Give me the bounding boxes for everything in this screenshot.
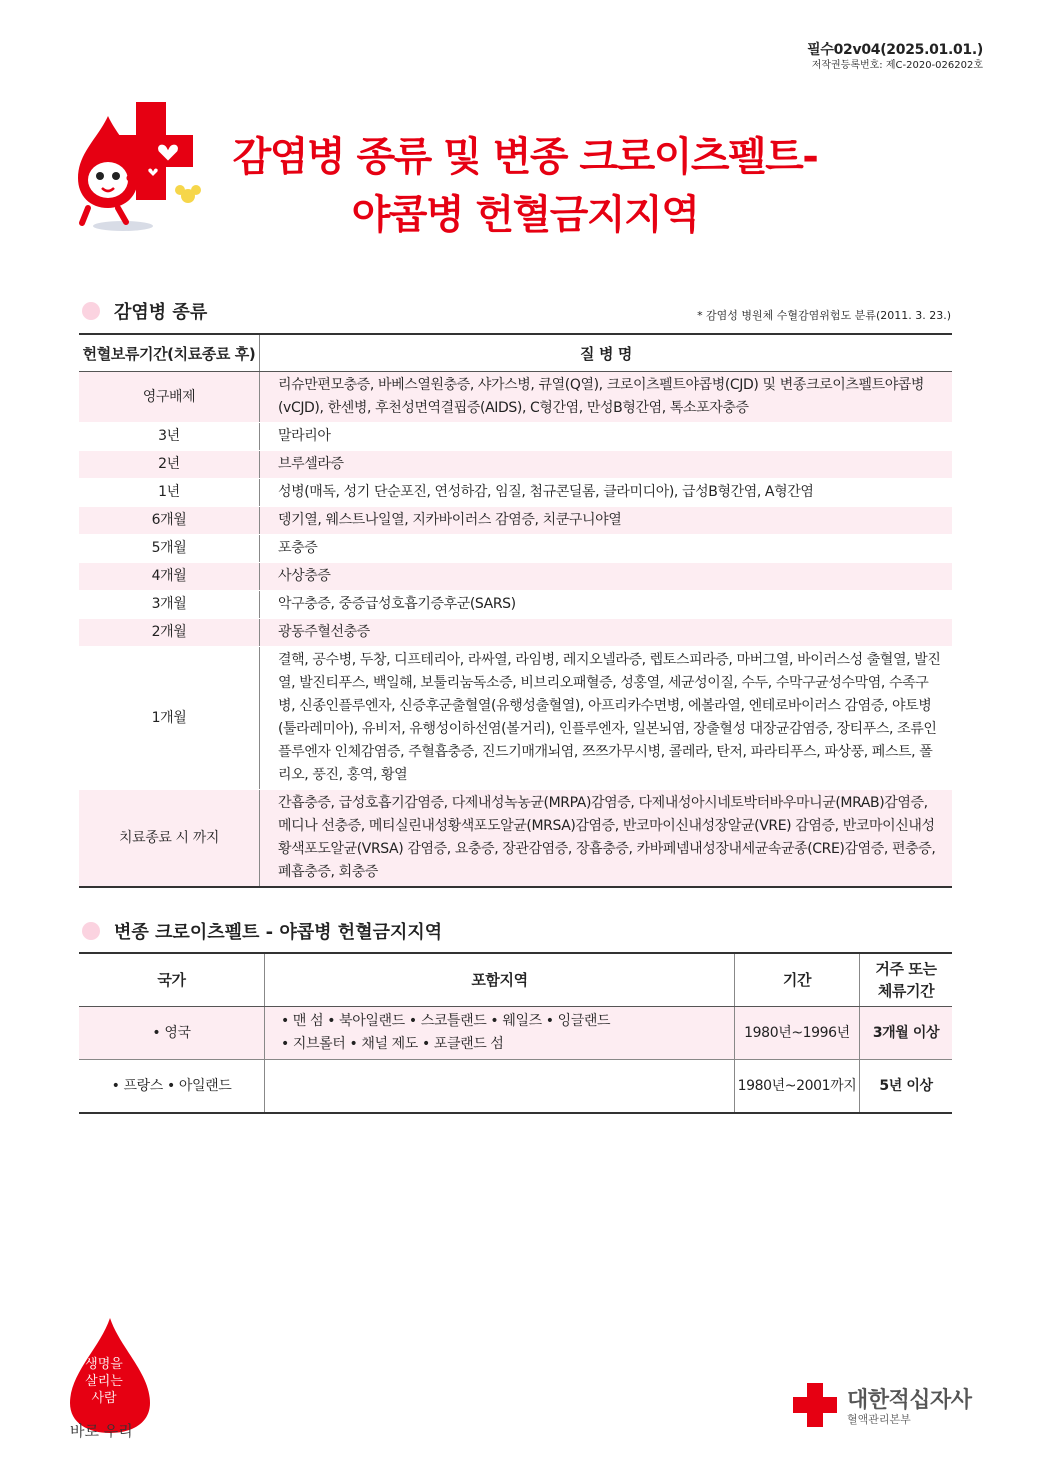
country-cell: • 영국	[79, 1007, 265, 1060]
period-cell: 치료종료 시 까지	[79, 790, 260, 888]
title-line-2: 야콥병 헌혈금지지역	[351, 192, 699, 238]
region-cell	[265, 1060, 735, 1114]
classification-note: * 감염성 병원체 수혈감염위험도 분류(2011. 3. 23.)	[697, 309, 951, 322]
header-country: 국가	[79, 953, 265, 1007]
vcjd-region-table	[79, 952, 952, 1114]
form-code: 필수02v04(2025.01.01.)	[807, 42, 983, 58]
section-title-vcjd-regions: 변종 크로이츠펠트 - 야콥병 헌혈금지지역	[82, 918, 442, 944]
disease-cell: 악구충증, 중증급성호흡기증후군(SARS)	[260, 591, 953, 619]
table-row	[79, 451, 952, 479]
bullet-dot-icon	[82, 302, 100, 320]
table-row	[79, 647, 952, 790]
stay-cell: 3개월 이상	[860, 1007, 953, 1060]
period-cell: 1980년~1996년	[735, 1007, 860, 1060]
period-cell: 3개월	[79, 591, 260, 619]
copyright-registration: 저작권등록번호: 제C-2020-026202호	[811, 59, 983, 71]
title-line-1: 감염병 종류 및 변종 크로이츠펠트-	[232, 134, 818, 180]
period-cell: 1980년~2001까지	[735, 1060, 860, 1114]
period-cell: 6개월	[79, 507, 260, 535]
page-title	[200, 128, 850, 244]
disease-cell: 간흡충증, 급성호흡기감염증, 다제내성녹농균(MRPA)감염증, 다제내성아시네토박터바우마니균(MRAB)감염증, 메디나 선충증, 메티실린내성황색포도알균(MRSA)감염증, 반코마이신내성장알균(VRE) 감염증, 반코마이신내성황색포도알균(VRSA) 감염증, 요충증, 장관감염증, 장흡충증, 카바페넴내성장내세균속균종(CRE)감염증, 편충증, 폐흡충증, 회충증	[260, 790, 953, 888]
stay-cell: 5년 이상	[860, 1060, 953, 1114]
period-cell: 5개월	[79, 535, 260, 563]
disease-cell: 광동주혈선충증	[260, 619, 953, 647]
org-subname: 혈액관리본부	[847, 1413, 911, 1426]
period-cell: 4개월	[79, 563, 260, 591]
slogan-signature: 바로 우리	[70, 1422, 133, 1440]
red-cross-logo-icon	[793, 1383, 837, 1427]
period-cell: 2년	[79, 451, 260, 479]
document-code	[807, 42, 983, 72]
disease-cell: 브루셀라증	[260, 451, 953, 479]
table-row	[79, 423, 952, 451]
region-cell: • 맨 섬 • 북아일랜드 • 스코틀랜드 • 웨일즈 • 잉글랜드 • 지브롤터 • 채널 제도 • 포클랜드 섬	[265, 1007, 735, 1060]
table-row	[79, 591, 952, 619]
disease-cell: 뎅기열, 웨스트나일열, 지카바이러스 감염증, 치쿤구니야열	[260, 507, 953, 535]
period-cell: 1년	[79, 479, 260, 507]
disease-cell: 리슈만편모충증, 바베스열원충증, 샤가스병, 큐열(Q열), 크로이츠펠트야콥병(CJD) 및 변종크로이츠펠트야콥병(vCJD), 한센병, 후천성면역결핍증(AIDS), C형간염, 만성B형간염, 톡소포자충증	[260, 372, 953, 423]
period-cell: 2개월	[79, 619, 260, 647]
table-row	[79, 1007, 952, 1060]
table-row	[79, 1060, 952, 1114]
header-deferral-period: 헌혈보류기간(치료종료 후)	[79, 334, 260, 372]
country-cell: • 프랑스 • 아일랜드	[79, 1060, 265, 1114]
header-region: 포함지역	[265, 953, 735, 1007]
table-row	[79, 372, 952, 423]
blood-drop-mascot-icon	[68, 108, 208, 233]
slogan-text: 생명을 살리는 사람	[85, 1357, 123, 1406]
header-disease-name: 질 병 명	[260, 334, 953, 372]
disease-deferral-table	[79, 333, 952, 888]
disease-cell: 성병(매독, 성기 단순포진, 연성하감, 임질, 첨규콘딜롬, 클라미디아), 급성B형간염, A형간염	[260, 479, 953, 507]
table-row	[79, 790, 952, 888]
header-stay-period: 거주 또는 체류기간	[860, 953, 953, 1007]
disease-cell: 포충증	[260, 535, 953, 563]
period-cell: 1개월	[79, 647, 260, 790]
table-row	[79, 507, 952, 535]
period-cell: 영구배제	[79, 372, 260, 423]
bullet-dot-icon	[82, 922, 100, 940]
table-row	[79, 619, 952, 647]
table-header-row	[79, 953, 952, 1007]
disease-cell: 말라리아	[260, 423, 953, 451]
disease-cell: 사상충증	[260, 563, 953, 591]
disease-cell: 결핵, 공수병, 두창, 디프테리아, 라싸열, 라임병, 레지오넬라증, 렙토스피라증, 마버그열, 바이러스성 출혈열, 발진열, 발진티푸스, 백일해, 보툴리눔독소증, 비브리오패혈증, 성홍열, 세균성이질, 수두, 수막구균성수막염, 수족구병, 신종인플루엔자, 신증후군출혈열(유행성출혈열), 아프리카수면병, 에볼라열, 엔테로바이러스 감염증, 야토병(툴라레미아), 유비저, 유행성이하선염(볼거리), 인플루엔자, 일본뇌염, 장출혈성 대장균감염증, 장티푸스, 조류인플루엔자 인체감염증, 주혈흡충증, 진드기매개뇌염, 쯔쯔가무시병, 콜레라, 탄저, 파라티푸스, 파상풍, 페스트, 폴리오, 풍진, 홍역, 황열	[260, 647, 953, 790]
table-row	[79, 563, 952, 591]
period-cell: 3년	[79, 423, 260, 451]
table-row	[79, 479, 952, 507]
table-header-row	[79, 334, 952, 372]
header-period: 기간	[735, 953, 860, 1007]
section-title-infectious-diseases: 감염병 종류	[82, 298, 207, 324]
table-row	[79, 535, 952, 563]
org-name: 대한적십자사	[847, 1388, 972, 1413]
